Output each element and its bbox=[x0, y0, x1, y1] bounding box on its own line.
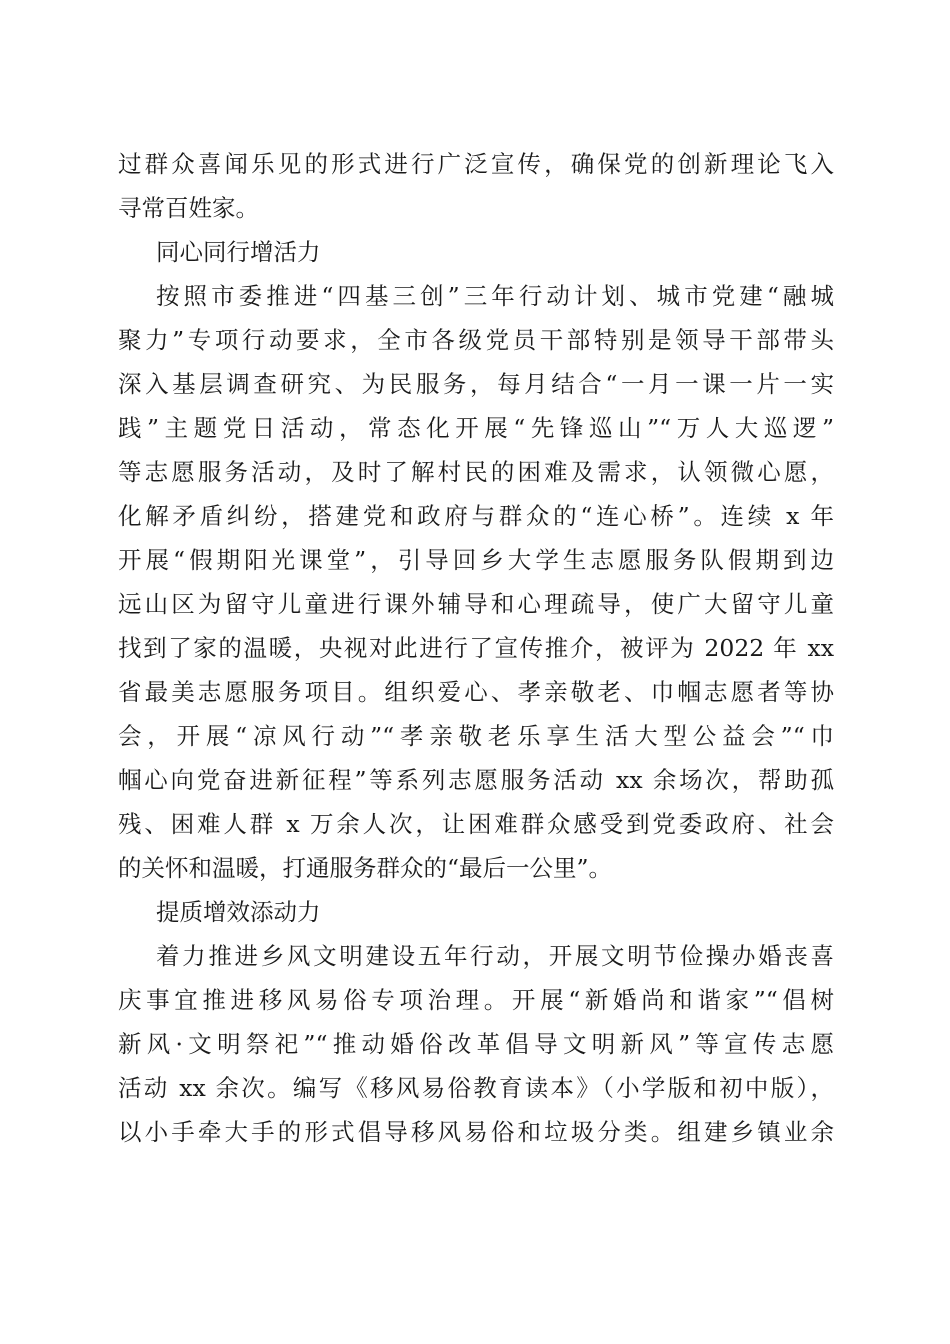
section-heading: 提质增效添动力 bbox=[156, 898, 321, 926]
paragraph-line: 按照市委推进“四基三创”三年行动计划、城市党建“融城 bbox=[156, 282, 834, 310]
paragraph-line: 过群众喜闻乐见的形式进行广泛宣传，确保党的创新理论飞入 bbox=[118, 150, 834, 178]
paragraph-line: 化解矛盾纠纷，搭建党和政府与群众的“连心桥”。连续 x 年 bbox=[118, 502, 834, 530]
paragraph-line: 聚力”专项行动要求，全市各级党员干部特别是领导干部带头 bbox=[118, 326, 834, 354]
paragraph-line: 寻常百姓家。 bbox=[118, 194, 259, 222]
paragraph-line: 的关怀和温暖，打通服务群众的“最后一公里”。 bbox=[118, 854, 613, 882]
paragraph-line: 开展“假期阳光课堂”，引导回乡大学生志愿服务队假期到边 bbox=[118, 546, 834, 574]
paragraph-line: 残、困难人群 x 万余人次，让困难群众感受到党委政府、社会 bbox=[118, 810, 834, 838]
paragraph-line: 会，开展“凉风行动”“孝亲敬老乐享生活大型公益会”“巾 bbox=[118, 722, 834, 750]
paragraph-line: 帼心向党奋进新征程”等系列志愿服务活动 xx 余场次，帮助孤 bbox=[118, 766, 834, 794]
paragraph-line: 深入基层调查研究、为民服务，每月结合“一月一课一片一实 bbox=[118, 370, 834, 398]
body-text bbox=[118, 142, 834, 1154]
paragraph-line: 庆事宜推进移风易俗专项治理。开展“新婚尚和谐家”“倡树 bbox=[118, 986, 834, 1014]
paragraph-line: 以小手牵大手的形式倡导移风易俗和垃圾分类。组建乡镇业余 bbox=[118, 1118, 834, 1146]
paragraph-line: 找到了家的温暖，央视对此进行了宣传推介，被评为 2022 年 xx bbox=[118, 634, 834, 662]
paragraph-line: 新风·文明祭祀”“推动婚俗改革倡导文明新风”等宣传志愿 bbox=[118, 1030, 834, 1058]
paragraph-line: 活动 xx 余次。编写《移风易俗教育读本》（小学版和初中版）， bbox=[118, 1074, 834, 1102]
paragraph-line: 省最美志愿服务项目。组织爱心、孝亲敬老、巾帼志愿者等协 bbox=[118, 678, 834, 706]
paragraph-line: 等志愿服务活动，及时了解村民的困难及需求，认领微心愿， bbox=[118, 458, 834, 486]
paragraph-line: 着力推进乡风文明建设五年行动，开展文明节俭操办婚丧喜 bbox=[156, 942, 834, 970]
paragraph-line: 远山区为留守儿童进行课外辅导和心理疏导，使广大留守儿童 bbox=[118, 590, 834, 618]
section-heading: 同心同行增活力 bbox=[156, 238, 321, 266]
paragraph-line: 践”主题党日活动，常态化开展“先锋巡山”“万人大巡逻” bbox=[118, 414, 834, 442]
